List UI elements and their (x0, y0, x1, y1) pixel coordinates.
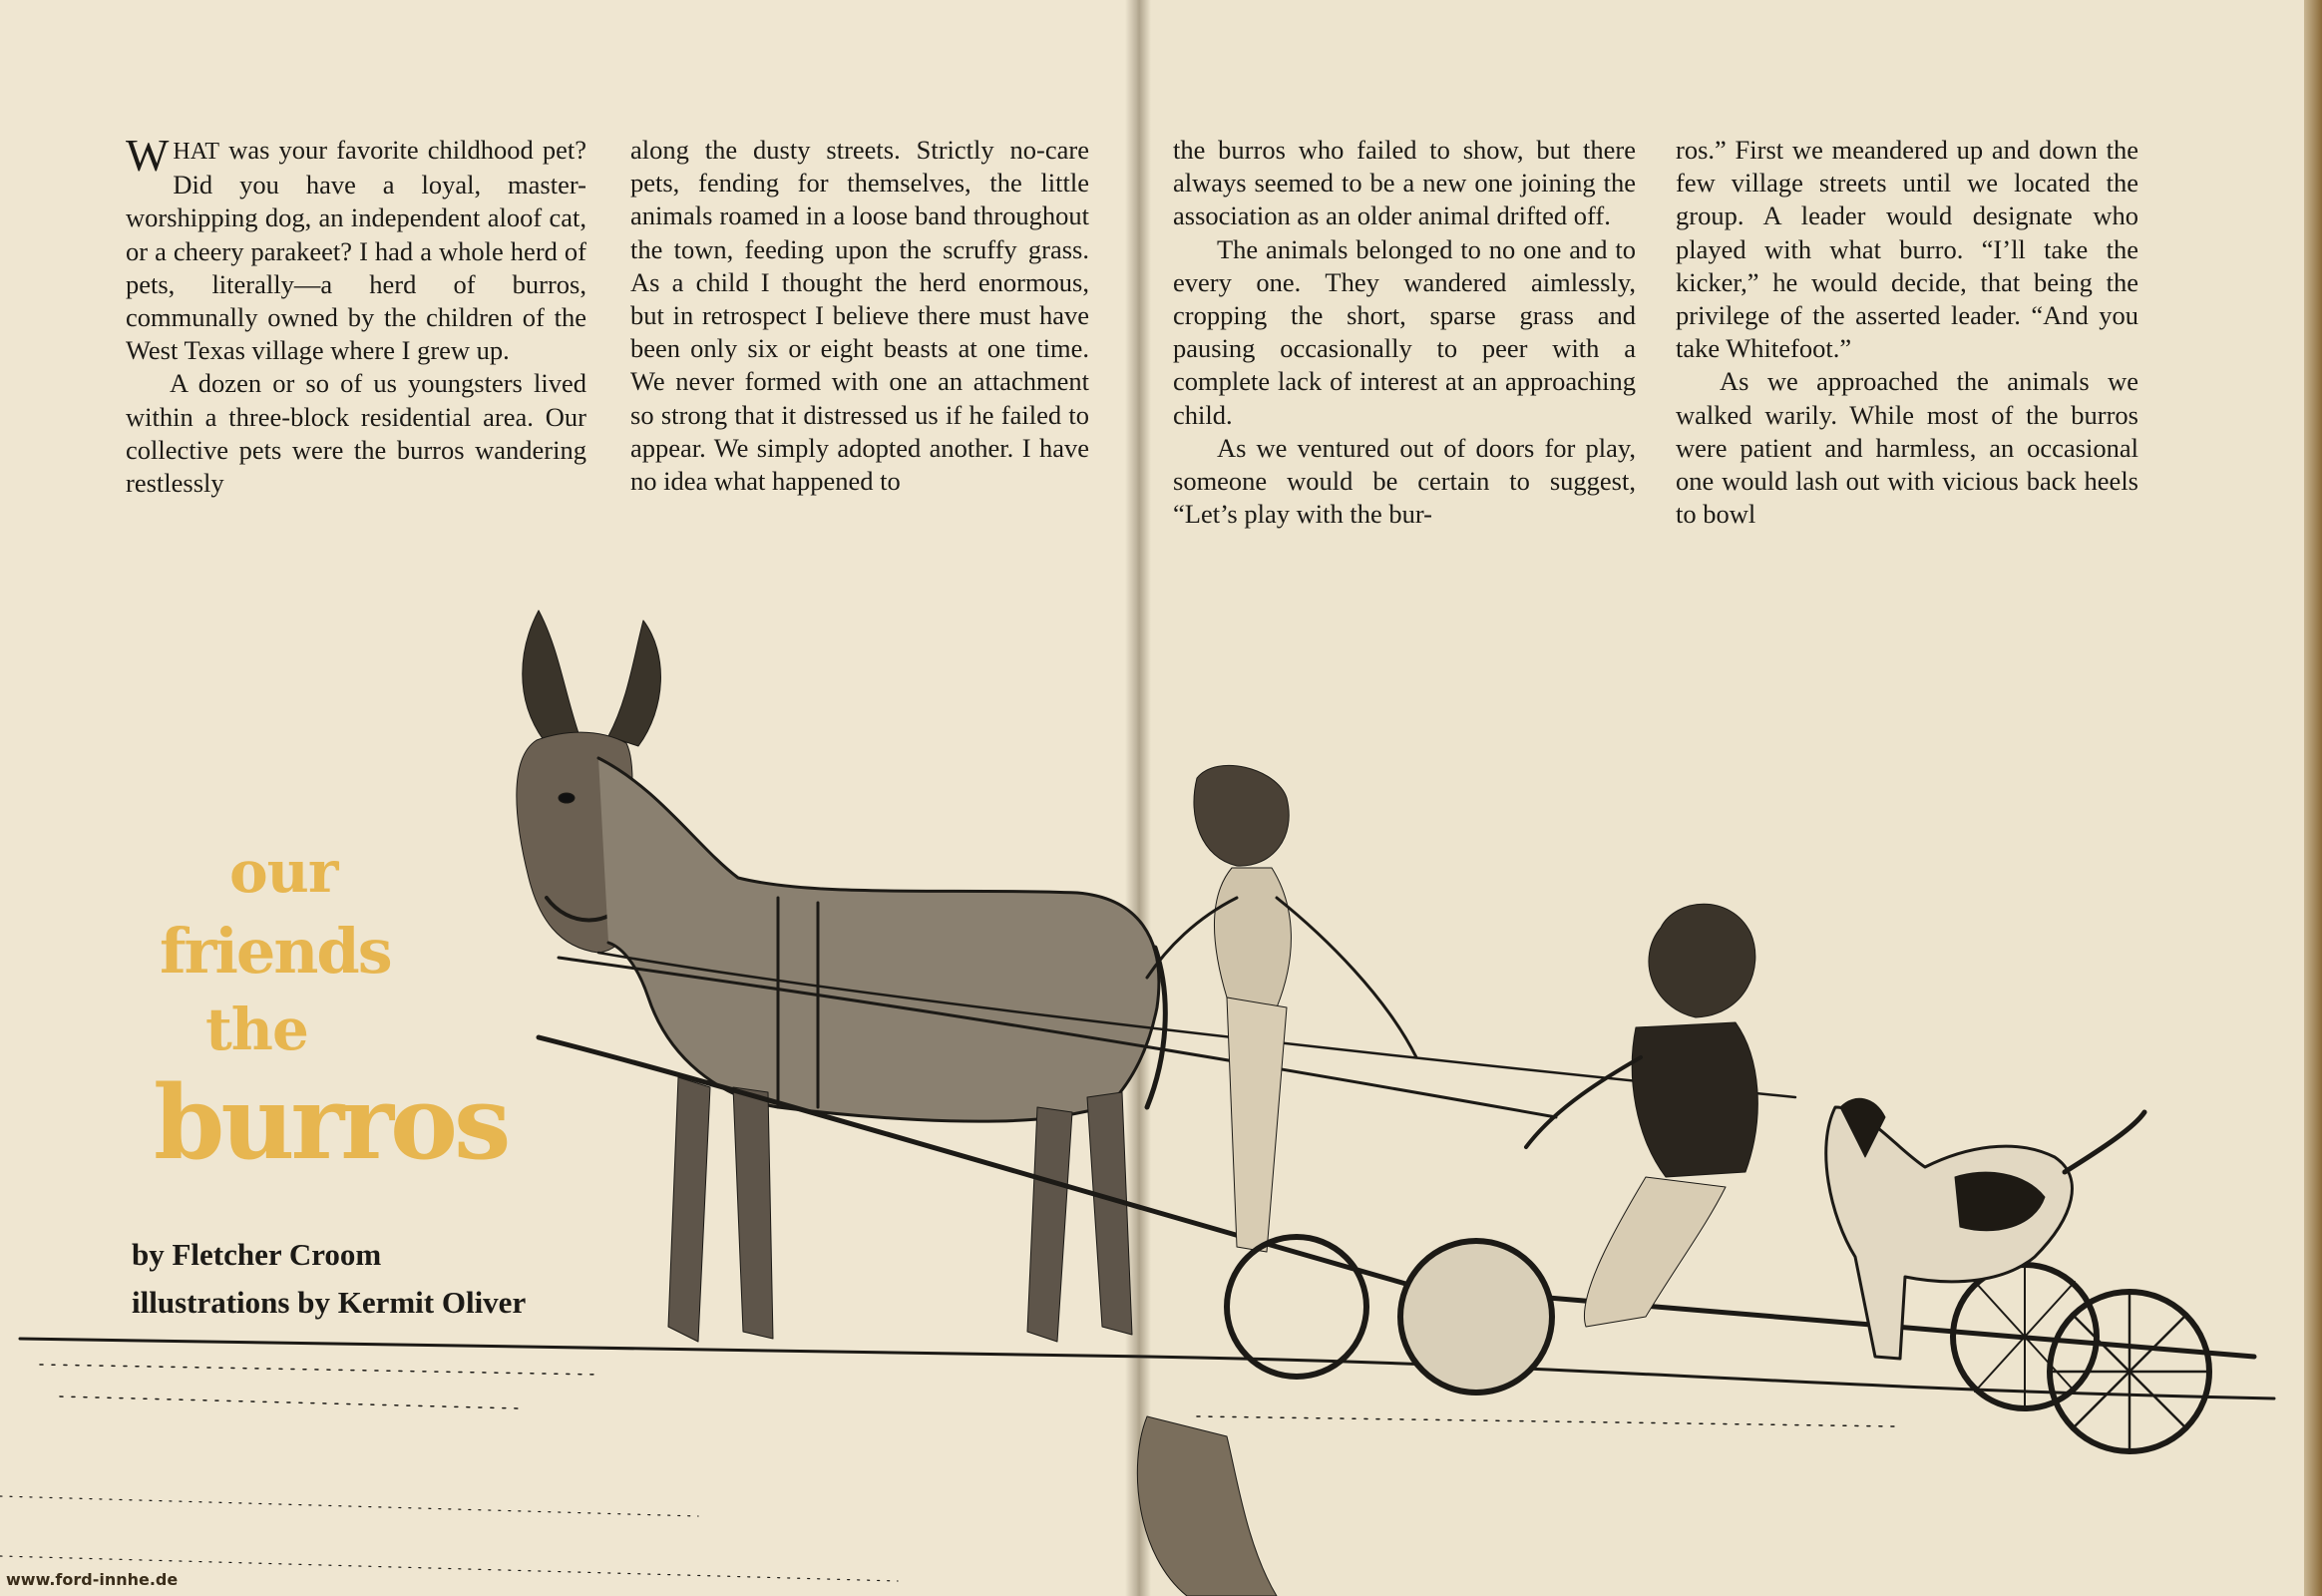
article-column-2 (630, 134, 1089, 498)
small-caps-lead: HAT (173, 139, 220, 165)
article-column-3 (1173, 134, 1636, 531)
title-line-3: the (205, 996, 308, 1063)
author-credit: by Fletcher Croom (132, 1237, 382, 1272)
drop-cap: W (126, 130, 170, 181)
title-line-1: our (229, 838, 338, 906)
article-column-4 (1676, 134, 2138, 531)
article-title (154, 838, 508, 1183)
column-4-paragraph-2: As we approached the animals we walked warily. While most of the burros were patient and harmless, an occasional one would lash out with vicious back heels to bowl (1676, 366, 2138, 530)
column-1-paragraph-1 (126, 130, 586, 367)
article-column-1 (126, 130, 586, 500)
column-4-paragraph-1: ros.” First we meandered up and down the few village streets until we located the group. A leader would designate who played with what burro. “I’ll take the kicker,” he would decide, that being the privilege of the asserted leader. “And you take Whitefoot.” (1676, 135, 2138, 364)
column-1-paragraph-1-text: was your favorite childhood pet? Did you have a loyal, master-worshipping dog, an independent aloof cat, or a cheery parakeet? I had a whole herd of pets, literally—a herd of burros, communally owned by the children of the West Texas village where I grew up. (126, 135, 586, 366)
title-line-4: burros (154, 1063, 508, 1183)
column-3-paragraph-1: the burros who failed to show, but there always seemed to be a new one joining the association as an older animal drifted off. (1173, 135, 1636, 231)
column-2-paragraph: along the dusty streets. Strictly no-care pets, fending for themselves, the little animals roamed in a loose band throughout the town, feeding upon the scruffy grass. As a child I thought the herd enormous, but in retrospect I believe there must have been only six or eight beasts at one time. We never formed with one an attachment so strong that it distressed us if he failed to appear. We simply adopted another. I have no idea what happened to (630, 135, 1089, 497)
title-line-2: friends (160, 915, 391, 988)
column-3-paragraph-2: The animals belonged to no one and to every one. They wandered aimlessly, cropping the short, sparse grass and pausing occasionally to peer with a complete lack of interest at an approaching child. (1173, 233, 1636, 430)
byline-block (132, 1231, 526, 1327)
illustrator-credit: illustrations by Kermit Oliver (132, 1285, 527, 1320)
column-1-paragraph-2: A dozen or so of us youngsters lived within a three-block residential area. Our collective pets were the burros wandering restlessly (126, 368, 586, 499)
site-watermark: www.ford-innhe.de (6, 1570, 179, 1589)
column-3-paragraph-3: As we ventured out of doors for play, someone would be certain to suggest, “Let’s play with the bur- (1173, 432, 1636, 530)
